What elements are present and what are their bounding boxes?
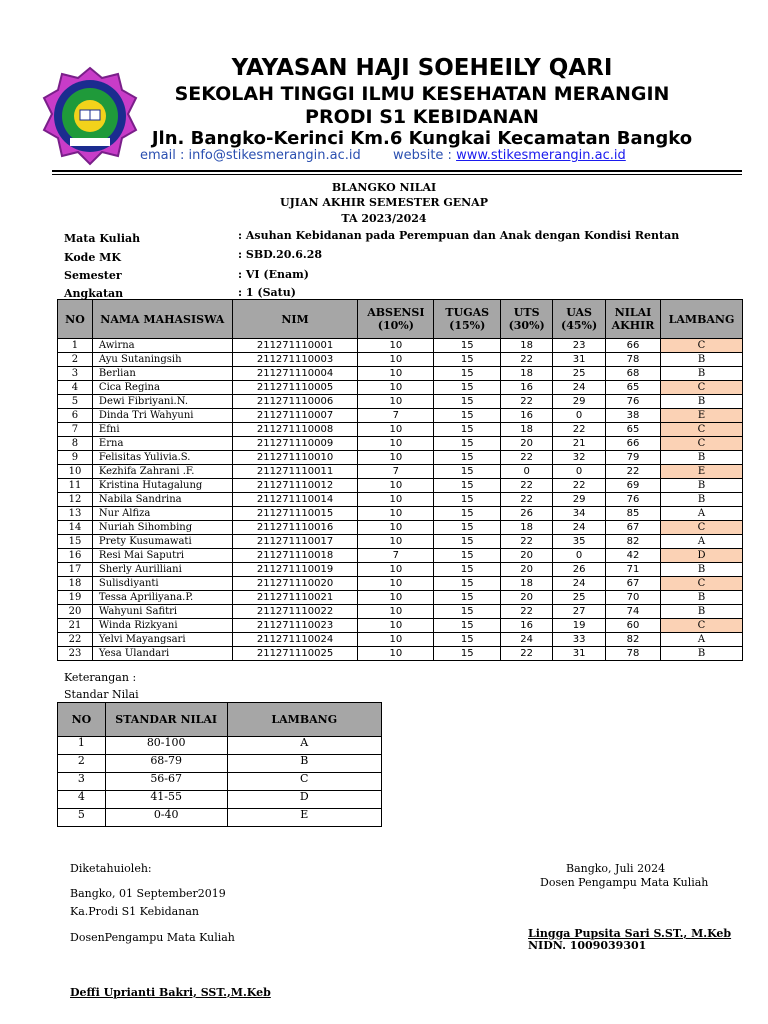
std-cell-range: 68-79	[105, 755, 227, 773]
cell-absensi: 10	[358, 381, 434, 395]
cell-nim: 211271110023	[232, 619, 358, 633]
cell-uts: 20	[501, 591, 553, 605]
cell-no: 20	[58, 605, 93, 619]
cell-nim: 211271110009	[232, 437, 358, 451]
cell-no: 17	[58, 563, 93, 577]
std-cell-lambang: C	[227, 773, 382, 791]
cell-no: 9	[58, 451, 93, 465]
table-row	[58, 437, 743, 451]
col-uas: UAS (45%)	[553, 300, 606, 339]
cell-lambang: A	[660, 633, 742, 647]
cell-tugas: 15	[434, 605, 501, 619]
std-col-no: NO	[58, 703, 106, 737]
std-cell-no: 2	[58, 755, 106, 773]
table-row	[58, 409, 743, 423]
cell-lambang: B	[660, 451, 742, 465]
cell-name: Berlian	[92, 367, 232, 381]
cell-absensi: 7	[358, 549, 434, 563]
table-row	[58, 381, 743, 395]
cell-absensi: 7	[358, 465, 434, 479]
cell-uas: 34	[553, 507, 606, 521]
cell-uts: 18	[501, 577, 553, 591]
cell-tugas: 15	[434, 423, 501, 437]
left-role-secondary: DosenPengampu Mata Kuliah	[70, 931, 235, 944]
cell-lambang: B	[660, 353, 742, 367]
cell-absensi: 10	[358, 521, 434, 535]
table-row	[58, 507, 743, 521]
table-row	[58, 367, 743, 381]
header-divider-thin	[52, 174, 742, 175]
cell-nilai-akhir: 71	[606, 563, 661, 577]
cell-tugas: 15	[434, 591, 501, 605]
cell-name: Resi Mai Saputri	[92, 549, 232, 563]
cell-name: Sherly Aurilliani	[92, 563, 232, 577]
cell-uas: 21	[553, 437, 606, 451]
std-cell-range: 80-100	[105, 737, 227, 755]
standard-row	[58, 755, 382, 773]
cell-absensi: 10	[358, 563, 434, 577]
col-no: NO	[58, 300, 93, 339]
cell-lambang: C	[660, 339, 742, 353]
cell-lambang: A	[660, 507, 742, 521]
cell-tugas: 15	[434, 521, 501, 535]
cell-no: 18	[58, 577, 93, 591]
cell-name: Yelvi Mayangsari	[92, 633, 232, 647]
cell-tugas: 15	[434, 409, 501, 423]
cell-uas: 25	[553, 591, 606, 605]
cell-nim: 211271110001	[232, 339, 358, 353]
cell-tugas: 15	[434, 647, 501, 661]
cell-nim: 211271110003	[232, 353, 358, 367]
table-row	[58, 633, 743, 647]
semester-label: Semester	[64, 269, 122, 282]
semester-value: : VI (Enam)	[238, 268, 309, 281]
right-signer-nidn: NIDN. 1009039301	[528, 939, 647, 952]
cell-uas: 31	[553, 353, 606, 367]
cell-nilai-akhir: 42	[606, 549, 661, 563]
foundation-name: YAYASAN HAJI SOEHEILY QARI	[231, 55, 613, 81]
cell-name: Ayu Sutaningsih	[92, 353, 232, 367]
cell-uas: 22	[553, 479, 606, 493]
cell-lambang: E	[660, 465, 742, 479]
cell-tugas: 15	[434, 339, 501, 353]
table-row	[58, 353, 743, 367]
col-lambang: LAMBANG	[660, 300, 742, 339]
left-role: Ka.Prodi S1 Kebidanan	[70, 905, 199, 918]
cell-nilai-akhir: 78	[606, 647, 661, 661]
cell-absensi: 10	[358, 507, 434, 521]
cell-absensi: 10	[358, 535, 434, 549]
standard-table	[57, 702, 382, 827]
cell-lambang: B	[660, 367, 742, 381]
cell-uts: 16	[501, 381, 553, 395]
cell-absensi: 10	[358, 591, 434, 605]
cell-absensi: 7	[358, 409, 434, 423]
grades-table	[57, 299, 743, 661]
cell-uts: 16	[501, 619, 553, 633]
col-uts: UTS (30%)	[501, 300, 553, 339]
cell-no: 5	[58, 395, 93, 409]
cell-nilai-akhir: 78	[606, 353, 661, 367]
cell-nim: 211271110022	[232, 605, 358, 619]
cell-nim: 211271110015	[232, 507, 358, 521]
table-row	[58, 535, 743, 549]
cell-uts: 22	[501, 535, 553, 549]
std-cell-no: 3	[58, 773, 106, 791]
cell-no: 10	[58, 465, 93, 479]
cell-nilai-akhir: 60	[606, 619, 661, 633]
right-role: Dosen Pengampu Mata Kuliah	[540, 876, 709, 889]
cell-tugas: 15	[434, 451, 501, 465]
cell-name: Dinda Tri Wahyuni	[92, 409, 232, 423]
standard-header-row	[58, 703, 382, 737]
cell-name: Sulisdiyanti	[92, 577, 232, 591]
std-cell-lambang: E	[227, 809, 382, 827]
table-row	[58, 521, 743, 535]
cell-uas: 19	[553, 619, 606, 633]
cell-nilai-akhir: 68	[606, 367, 661, 381]
cell-no: 19	[58, 591, 93, 605]
cell-absensi: 10	[358, 577, 434, 591]
standar-nilai-label: Standar Nilai	[64, 688, 139, 701]
mata-kuliah-label: Mata Kuliah	[64, 232, 141, 245]
header-divider	[52, 170, 742, 172]
cell-uts: 18	[501, 423, 553, 437]
cell-absensi: 10	[358, 423, 434, 437]
angkatan-label: Angkatan	[64, 287, 124, 300]
cell-lambang: E	[660, 409, 742, 423]
cell-uts: 16	[501, 409, 553, 423]
col-name: NAMA MAHASISWA	[92, 300, 232, 339]
cell-lambang: C	[660, 423, 742, 437]
cell-uas: 29	[553, 395, 606, 409]
cell-uas: 29	[553, 493, 606, 507]
cell-uas: 31	[553, 647, 606, 661]
cell-nim: 211271110014	[232, 493, 358, 507]
cell-tugas: 15	[434, 437, 501, 451]
cell-lambang: D	[660, 549, 742, 563]
website-label: website :	[393, 148, 452, 163]
table-row	[58, 577, 743, 591]
cell-tugas: 15	[434, 535, 501, 549]
cell-uts: 22	[501, 493, 553, 507]
cell-no: 15	[58, 535, 93, 549]
cell-no: 8	[58, 437, 93, 451]
school-name: SEKOLAH TINGGI ILMU KESEHATAN MERANGIN	[174, 83, 670, 105]
cell-no: 3	[58, 367, 93, 381]
cell-uas: 26	[553, 563, 606, 577]
table-row	[58, 549, 743, 563]
cell-name: Prety Kusumawati	[92, 535, 232, 549]
cell-uts: 18	[501, 367, 553, 381]
table-row	[58, 479, 743, 493]
cell-no: 4	[58, 381, 93, 395]
school-address: Jln. Bangko-Kerinci Km.6 Kungkai Kecamatan Bangko	[151, 128, 693, 149]
col-nilai-akhir: NILAI AKHIR	[606, 300, 661, 339]
cell-nim: 211271110010	[232, 451, 358, 465]
cell-nilai-akhir: 22	[606, 465, 661, 479]
doc-title: BLANGKO NILAI	[331, 181, 437, 194]
cell-no: 6	[58, 409, 93, 423]
cell-name: Yesa Ulandari	[92, 647, 232, 661]
cell-absensi: 10	[358, 339, 434, 353]
cell-uas: 25	[553, 367, 606, 381]
cell-nilai-akhir: 70	[606, 591, 661, 605]
cell-uas: 33	[553, 633, 606, 647]
cell-name: Nabila Sandrina	[92, 493, 232, 507]
cell-lambang: B	[660, 493, 742, 507]
cell-tugas: 15	[434, 465, 501, 479]
cell-no: 1	[58, 339, 93, 353]
cell-nilai-akhir: 67	[606, 521, 661, 535]
table-row	[58, 619, 743, 633]
cell-name: Awirna	[92, 339, 232, 353]
table-row	[58, 563, 743, 577]
cell-uts: 22	[501, 479, 553, 493]
standard-row	[58, 773, 382, 791]
cell-nilai-akhir: 67	[606, 577, 661, 591]
standard-row	[58, 791, 382, 809]
col-tugas: TUGAS (15%)	[434, 300, 501, 339]
cell-uts: 22	[501, 451, 553, 465]
mata-kuliah-value: : Asuhan Kebidanan pada Perempuan dan Anak dengan Kondisi Rentan	[238, 229, 680, 242]
std-cell-range: 41-55	[105, 791, 227, 809]
table-row	[58, 493, 743, 507]
cell-lambang: B	[660, 395, 742, 409]
table-row	[58, 605, 743, 619]
keterangan-label: Keterangan :	[64, 671, 137, 684]
cell-tugas: 15	[434, 395, 501, 409]
cell-nilai-akhir: 85	[606, 507, 661, 521]
cell-uas: 35	[553, 535, 606, 549]
cell-nim: 211271110008	[232, 423, 358, 437]
known-by-label: Diketahuioleh:	[70, 862, 152, 875]
cell-uts: 20	[501, 549, 553, 563]
cell-nim: 211271110020	[232, 577, 358, 591]
cell-tugas: 15	[434, 577, 501, 591]
cell-lambang: B	[660, 605, 742, 619]
cell-uts: 26	[501, 507, 553, 521]
cell-lambang: B	[660, 647, 742, 661]
cell-uts: 22	[501, 605, 553, 619]
cell-nim: 211271110019	[232, 563, 358, 577]
right-signer-name: Lingga Pupsita Sari S.ST., M.Keb	[528, 927, 732, 940]
cell-no: 22	[58, 633, 93, 647]
cell-nim: 211271110005	[232, 381, 358, 395]
cell-nim: 211271110025	[232, 647, 358, 661]
table-row	[58, 395, 743, 409]
std-cell-no: 5	[58, 809, 106, 827]
cell-name: Cica Regina	[92, 381, 232, 395]
cell-absensi: 10	[358, 395, 434, 409]
email-text: email : info@stikesmerangin.ac.id	[140, 148, 361, 163]
cell-uts: 18	[501, 339, 553, 353]
cell-name: Kristina Hutagalung	[92, 479, 232, 493]
cell-absensi: 10	[358, 493, 434, 507]
cell-tugas: 15	[434, 549, 501, 563]
cell-name: Wahyuni Safitri	[92, 605, 232, 619]
cell-absensi: 10	[358, 647, 434, 661]
academic-year: TA 2023/2024	[341, 212, 427, 225]
cell-uas: 27	[553, 605, 606, 619]
cell-name: Efni	[92, 423, 232, 437]
cell-tugas: 15	[434, 563, 501, 577]
cell-lambang: C	[660, 619, 742, 633]
cell-nim: 211271110017	[232, 535, 358, 549]
cell-tugas: 15	[434, 619, 501, 633]
cell-uas: 22	[553, 423, 606, 437]
cell-uas: 0	[553, 409, 606, 423]
cell-absensi: 10	[358, 353, 434, 367]
standard-row	[58, 809, 382, 827]
website-link[interactable]: www.stikesmerangin.ac.id	[456, 148, 626, 163]
cell-no: 16	[58, 549, 93, 563]
cell-uts: 18	[501, 521, 553, 535]
cell-tugas: 15	[434, 367, 501, 381]
cell-nilai-akhir: 65	[606, 381, 661, 395]
table-row	[58, 465, 743, 479]
cell-absensi: 10	[358, 367, 434, 381]
cell-absensi: 10	[358, 619, 434, 633]
std-cell-range: 0-40	[105, 809, 227, 827]
cell-uts: 0	[501, 465, 553, 479]
cell-name: Kezhifa Zahrani .F.	[92, 465, 232, 479]
cell-tugas: 15	[434, 633, 501, 647]
cell-uts: 22	[501, 353, 553, 367]
table-row	[58, 647, 743, 661]
cell-absensi: 10	[358, 451, 434, 465]
contact-line	[140, 148, 626, 163]
cell-lambang: B	[660, 591, 742, 605]
std-cell-lambang: D	[227, 791, 382, 809]
std-col-lambang: LAMBANG	[227, 703, 382, 737]
std-cell-no: 4	[58, 791, 106, 809]
left-signer-name: Deffi Uprianti Bakri, SST.,M.Keb	[70, 986, 271, 999]
cell-uts: 22	[501, 647, 553, 661]
cell-uas: 24	[553, 577, 606, 591]
grades-header-row	[58, 300, 743, 339]
cell-uas: 24	[553, 521, 606, 535]
cell-nim: 211271110011	[232, 465, 358, 479]
cell-nilai-akhir: 65	[606, 423, 661, 437]
exam-title: UJIAN AKHIR SEMESTER GENAP	[280, 196, 488, 209]
cell-nilai-akhir: 82	[606, 535, 661, 549]
cell-nilai-akhir: 66	[606, 437, 661, 451]
cell-no: 14	[58, 521, 93, 535]
cell-lambang: A	[660, 535, 742, 549]
cell-nilai-akhir: 66	[606, 339, 661, 353]
angkatan-value: : 1 (Satu)	[238, 286, 296, 299]
cell-nilai-akhir: 38	[606, 409, 661, 423]
col-absensi: ABSENSI (10%)	[358, 300, 434, 339]
cell-uts: 20	[501, 563, 553, 577]
cell-lambang: C	[660, 577, 742, 591]
table-row	[58, 423, 743, 437]
cell-nilai-akhir: 79	[606, 451, 661, 465]
cell-uas: 0	[553, 549, 606, 563]
cell-no: 23	[58, 647, 93, 661]
cell-uts: 20	[501, 437, 553, 451]
cell-absensi: 10	[358, 479, 434, 493]
cell-lambang: C	[660, 521, 742, 535]
std-col-range: STANDAR NILAI	[105, 703, 227, 737]
cell-no: 11	[58, 479, 93, 493]
cell-no: 7	[58, 423, 93, 437]
cell-nim: 211271110007	[232, 409, 358, 423]
cell-tugas: 15	[434, 353, 501, 367]
cell-nilai-akhir: 74	[606, 605, 661, 619]
cell-lambang: B	[660, 563, 742, 577]
cell-nim: 211271110024	[232, 633, 358, 647]
cell-uas: 23	[553, 339, 606, 353]
cell-no: 13	[58, 507, 93, 521]
cell-uts: 24	[501, 633, 553, 647]
standard-row	[58, 737, 382, 755]
cell-nim: 211271110012	[232, 479, 358, 493]
cell-no: 21	[58, 619, 93, 633]
cell-name: Tessa Apriliyana.P.	[92, 591, 232, 605]
table-row	[58, 591, 743, 605]
cell-uas: 24	[553, 381, 606, 395]
cell-nim: 211271110018	[232, 549, 358, 563]
cell-tugas: 15	[434, 493, 501, 507]
cell-name: Felisitas Yulivia.S.	[92, 451, 232, 465]
cell-absensi: 10	[358, 437, 434, 451]
cell-uas: 32	[553, 451, 606, 465]
std-cell-range: 56-67	[105, 773, 227, 791]
cell-tugas: 15	[434, 381, 501, 395]
right-place-date: Bangko, Juli 2024	[566, 862, 666, 875]
cell-absensi: 10	[358, 633, 434, 647]
kode-mk-label: Kode MK	[64, 251, 121, 264]
cell-lambang: C	[660, 381, 742, 395]
kode-mk-value: : SBD.20.6.28	[238, 248, 323, 261]
left-place-date: Bangko, 01 September2019	[70, 887, 226, 900]
cell-nim: 211271110004	[232, 367, 358, 381]
cell-nim: 211271110021	[232, 591, 358, 605]
table-row	[58, 339, 743, 353]
cell-uas: 0	[553, 465, 606, 479]
cell-uts: 22	[501, 395, 553, 409]
cell-name: Winda Rizkyani	[92, 619, 232, 633]
cell-name: Erna	[92, 437, 232, 451]
cell-nim: 211271110016	[232, 521, 358, 535]
table-row	[58, 451, 743, 465]
program-name: PRODI S1 KEBIDANAN	[305, 106, 539, 128]
cell-no: 12	[58, 493, 93, 507]
cell-tugas: 15	[434, 507, 501, 521]
cell-nim: 211271110006	[232, 395, 358, 409]
col-nim: NIM	[232, 300, 358, 339]
cell-nilai-akhir: 76	[606, 395, 661, 409]
std-cell-lambang: A	[227, 737, 382, 755]
cell-nilai-akhir: 76	[606, 493, 661, 507]
cell-nilai-akhir: 69	[606, 479, 661, 493]
cell-tugas: 15	[434, 479, 501, 493]
cell-absensi: 10	[358, 605, 434, 619]
cell-lambang: C	[660, 437, 742, 451]
std-cell-no: 1	[58, 737, 106, 755]
cell-nilai-akhir: 82	[606, 633, 661, 647]
std-cell-lambang: B	[227, 755, 382, 773]
cell-no: 2	[58, 353, 93, 367]
cell-name: Nur Alfiza	[92, 507, 232, 521]
cell-name: Dewi Fibriyani.N.	[92, 395, 232, 409]
cell-lambang: B	[660, 479, 742, 493]
cell-name: Nuriah Sihombing	[92, 521, 232, 535]
